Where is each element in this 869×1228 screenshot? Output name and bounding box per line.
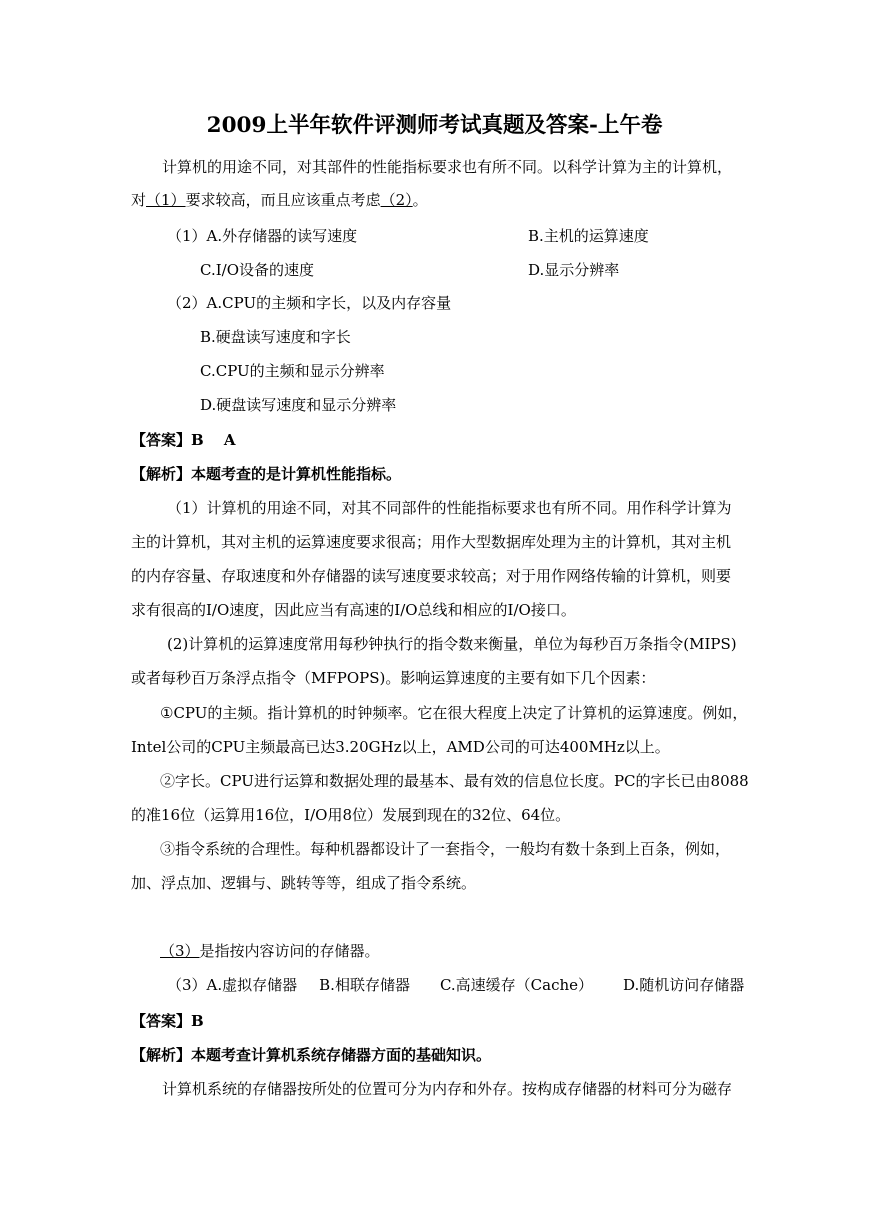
analysis-paragraph-line: ③指令系统的合理性。每种机器都设计了一套指令，一般均有数十条到上百条，例如， xyxy=(160,840,731,858)
option-row-3 xyxy=(167,976,744,994)
blank-2: （2） xyxy=(380,191,413,209)
option-3b: B.相联存储器 xyxy=(319,976,410,994)
option-2d: D.硬盘读写速度和显示分辨率 xyxy=(200,396,397,414)
analysis-paragraph-line: 加、浮点加、逻辑与、跳转等等，组成了指令系统。 xyxy=(131,874,477,892)
analysis-title: 本题考查的是计算机性能指标。 xyxy=(191,465,402,483)
option-2a: （2）A.CPU的主频和字长，以及内存容量 xyxy=(167,294,452,312)
blank-3: （3） xyxy=(160,942,200,960)
option-3d: D.随机访问存储器 xyxy=(623,976,745,994)
analysis-label: 【解析】 xyxy=(131,465,192,483)
analysis-paragraph-line: (2)计算机的运算速度常用每秒钟执行的指令数来衡量，单位为每秒百万条指令(MIPS) xyxy=(167,635,737,653)
analysis-paragraph-line: ②字长。CPU进行运算和数据处理的最基本、最有效的信息位长度。PC的字长已由8088 xyxy=(160,772,749,790)
option-1a: （1）A.外存储器的读写速度 xyxy=(167,227,358,245)
analysis-label: 【解析】 xyxy=(131,1046,192,1064)
analysis-paragraph-line: 主的计算机，其对主机的运算速度要求很高；用作大型数据库处理为主的计算机，其对主机 xyxy=(131,533,732,551)
stem-middle: 要求较高，而且应该重点考虑 xyxy=(185,191,381,209)
question-stem-line xyxy=(160,942,380,960)
answer-label: 【答案】 xyxy=(131,1012,192,1030)
answer-line xyxy=(131,1012,204,1030)
analysis-paragraph-line: 的内存容量、存取速度和外存储器的读写速度要求较高；对于用作网络传输的计算机，则要 xyxy=(131,567,732,585)
answer-value: B A xyxy=(191,431,236,449)
analysis-heading xyxy=(131,1046,491,1064)
analysis-paragraph-line: 的准16位（运算用16位，I/O用8位）发展到现在的32位、64位。 xyxy=(131,806,571,824)
analysis-paragraph-line: 或者每秒百万条浮点指令（MFPOPS)。影响运算速度的主要有如下几个因素： xyxy=(131,669,656,687)
stem-suffix: 。 xyxy=(412,191,428,209)
analysis-paragraph-line: 计算机系统的存储器按所处的位置可分为内存和外存。按构成存储器的材料可分为磁存 xyxy=(162,1080,733,1098)
stem-prefix: 对 xyxy=(131,191,147,209)
document-title: 2009上半年软件评测师考试真题及答案-上午卷 xyxy=(206,113,663,138)
stem-rest: 是指按内容访问的存储器。 xyxy=(199,942,380,960)
option-1d: D.显示分辨率 xyxy=(528,261,620,279)
option-3a: （3）A.虚拟存储器 xyxy=(167,976,298,994)
blank-1: （1） xyxy=(146,191,186,209)
question-stem-line xyxy=(131,191,428,209)
answer-label: 【答案】 xyxy=(131,431,192,449)
option-2c: C.CPU的主频和显示分辨率 xyxy=(200,362,385,380)
analysis-paragraph-line: 求有很高的I/O速度，因此应当有高速的I/O总线和相应的I/O接口。 xyxy=(131,601,576,619)
analysis-paragraph-line: （1）计算机的用途不同，对其不同部件的性能指标要求也有所不同。用作科学计算为 xyxy=(167,499,732,517)
option-1b: B.主机的运算速度 xyxy=(528,227,649,245)
question-stem-line: 计算机的用途不同，对其部件的性能指标要求也有所不同。以科学计算为主的计算机， xyxy=(162,158,733,176)
option-3c: C.高速缓存（Cache） xyxy=(439,976,594,994)
analysis-paragraph-line: ①CPU的主频。指计算机的时钟频率。它在很大程度上决定了计算机的运算速度。例如， xyxy=(160,704,748,722)
option-2b: B.硬盘读写速度和字长 xyxy=(200,328,351,346)
analysis-paragraph-line: Intel公司的CPU主频最高已达3.20GHz以上，AMD公司的可达400MHz以上。 xyxy=(131,738,670,756)
analysis-heading xyxy=(131,465,401,483)
answer-value: B xyxy=(191,1012,204,1030)
analysis-title: 本题考查计算机系统存储器方面的基础知识。 xyxy=(191,1046,492,1064)
answer-line xyxy=(131,431,236,449)
option-1c: C.I/O设备的速度 xyxy=(200,261,314,279)
